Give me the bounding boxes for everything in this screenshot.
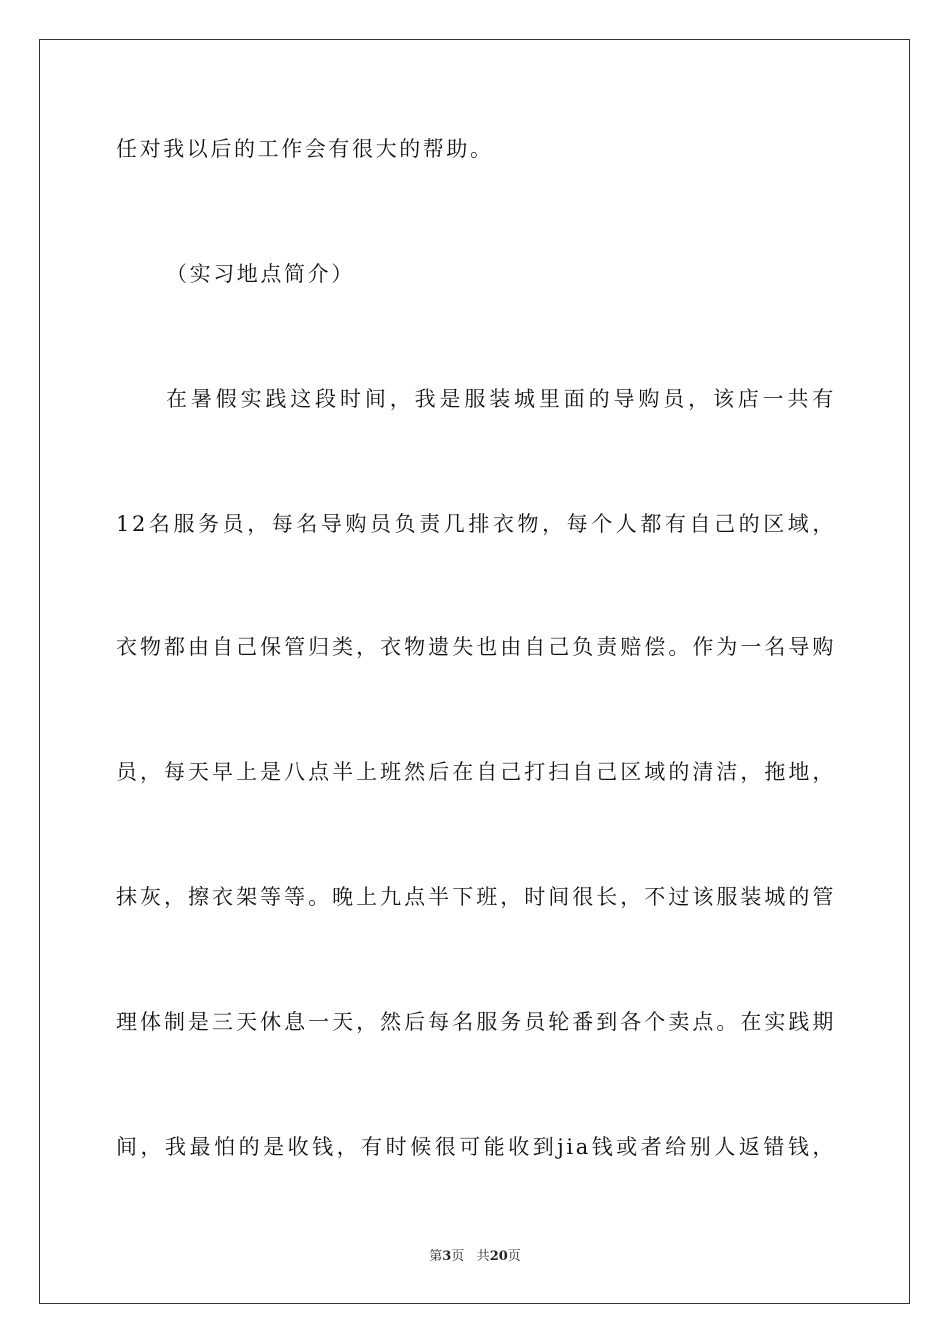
- footer-page-number: 3: [442, 1249, 452, 1264]
- footer-page-prefix: 第: [429, 1249, 443, 1264]
- footer-total-prefix: 共: [476, 1249, 490, 1264]
- page-frame: [39, 39, 910, 1304]
- paragraph-line-8: 间，我最怕的是收钱，有时候很可能收到jia钱或者给别人返错钱，: [116, 1135, 836, 1159]
- page-footer: [0, 1248, 950, 1266]
- section-heading: （实习地点简介）: [166, 262, 355, 286]
- paragraph-line-2: 在暑假实践这段时间，我是服装城里面的导购员，该店一共有: [166, 387, 836, 411]
- paragraph-line-4: 衣物都由自己保管归类，衣物遗失也由自己负责赔偿。作为一名导购: [116, 635, 836, 659]
- paragraph-line-5: 员，每天早上是八点半上班然后在自己打扫自己区域的清洁，拖地，: [116, 760, 836, 784]
- footer-page-suffix: 页: [451, 1249, 465, 1264]
- paragraph-line-6: 抹灰，擦衣架等等。晚上九点半下班，时间很长，不过该服装城的管: [116, 885, 836, 909]
- paragraph-line-1: 任对我以后的工作会有很大的帮助。: [116, 137, 494, 161]
- footer-total-pages: 20: [489, 1249, 508, 1264]
- paragraph-line-3: 12名服务员，每名导购员负责几排衣物，每个人都有自己的区域，: [116, 512, 836, 536]
- paragraph-line-7: 理体制是三天休息一天，然后每名服务员轮番到各个卖点。在实践期: [116, 1010, 836, 1034]
- footer-total-suffix: 页: [507, 1249, 521, 1264]
